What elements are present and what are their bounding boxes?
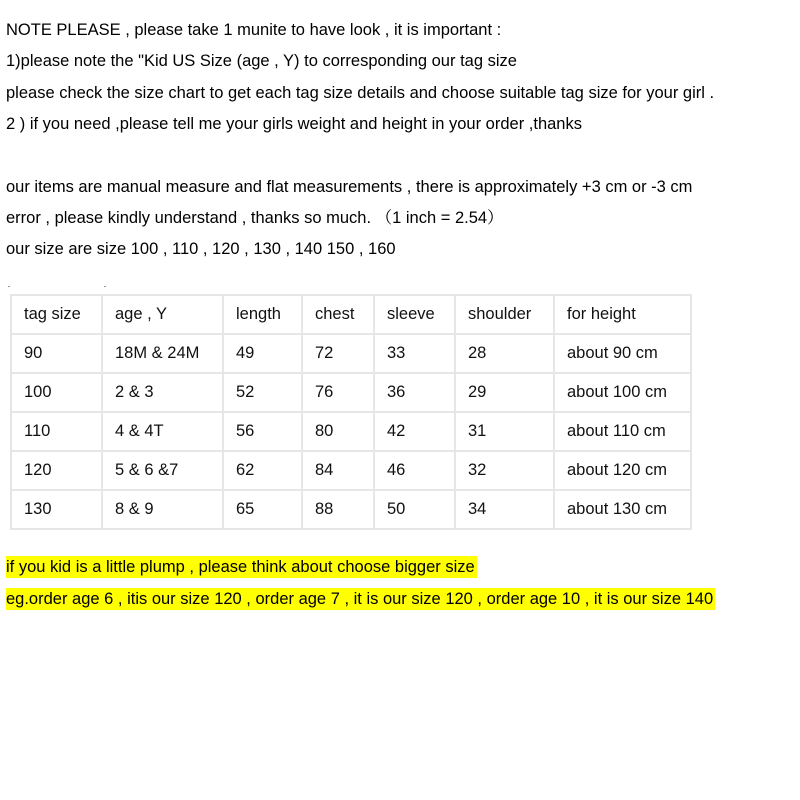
cell-for-height: about 110 cm — [554, 412, 691, 451]
cell-tag-size: 90 — [11, 334, 102, 373]
cell-age: 2 & 3 — [102, 373, 223, 412]
cell-sleeve: 50 — [374, 490, 455, 529]
cell-chest: 80 — [302, 412, 374, 451]
cell-age: 8 & 9 — [102, 490, 223, 529]
cell-sleeve: 46 — [374, 451, 455, 490]
cell-tag-size: 100 — [11, 373, 102, 412]
header-length: length — [223, 295, 302, 334]
cell-shoulder: 34 — [455, 490, 554, 529]
note-weight-height: 2 ) if you need ,please tell me your girls weight and height in your order ,thanks — [6, 115, 582, 133]
cell-shoulder: 29 — [455, 373, 554, 412]
table-header-row — [11, 295, 691, 334]
cell-shoulder: 31 — [455, 412, 554, 451]
table-row — [11, 412, 691, 451]
header-sleeve: sleeve — [374, 295, 455, 334]
cell-length: 52 — [223, 373, 302, 412]
cell-length: 49 — [223, 334, 302, 373]
cell-for-height: about 130 cm — [554, 490, 691, 529]
cell-shoulder: 28 — [455, 334, 554, 373]
note-error: error , please kindly understand , thanks so much. （1 inch = 2.54） — [6, 209, 504, 227]
cell-chest: 84 — [302, 451, 374, 490]
cell-for-height: about 120 cm — [554, 451, 691, 490]
cell-tag-size: 130 — [11, 490, 102, 529]
header-chest: chest — [302, 295, 374, 334]
cell-age: 18M & 24M — [102, 334, 223, 373]
cell-age: 5 & 6 &7 — [102, 451, 223, 490]
cell-sleeve: 42 — [374, 412, 455, 451]
note-heading: NOTE PLEASE , please take 1 munite to have look , it is important : — [6, 21, 502, 39]
cell-length: 56 — [223, 412, 302, 451]
table-row — [11, 334, 691, 373]
cell-length: 65 — [223, 490, 302, 529]
note-size-mapping: 1)please note the "Kid US Size (age , Y) to corresponding our tag size — [6, 52, 517, 70]
cell-for-height: about 100 cm — [554, 373, 691, 412]
table-row — [11, 373, 691, 412]
note-size-list: our size are size 100 , 110 , 120 , 130 , 140 150 , 160 — [6, 240, 396, 258]
plump-size-tip: if you kid is a little plump , please think about choose bigger size — [6, 558, 475, 576]
cell-age: 4 & 4T — [102, 412, 223, 451]
decorative-dot — [104, 286, 106, 287]
cell-sleeve: 36 — [374, 373, 455, 412]
cell-for-height: about 90 cm — [554, 334, 691, 373]
cell-chest: 76 — [302, 373, 374, 412]
cell-chest: 88 — [302, 490, 374, 529]
table-row — [11, 490, 691, 529]
cell-tag-size: 110 — [11, 412, 102, 451]
note-check-chart: please check the size chart to get each tag size details and choose suitable tag size for your girl . — [6, 84, 715, 102]
header-shoulder: shoulder — [455, 295, 554, 334]
decorative-dot — [8, 286, 10, 287]
size-chart-table — [10, 294, 692, 530]
cell-chest: 72 — [302, 334, 374, 373]
header-tag-size: tag size — [11, 295, 102, 334]
header-age: age , Y — [102, 295, 223, 334]
table-row — [11, 451, 691, 490]
size-example-tip: eg.order age 6 , itis our size 120 , order age 7 , it is our size 120 , order age 10 , it is our size 140 — [6, 590, 714, 608]
header-for-height: for height — [554, 295, 691, 334]
note-measurement: our items are manual measure and flat measurements , there is approximately +3 cm or -3 cm — [6, 178, 693, 196]
cell-tag-size: 120 — [11, 451, 102, 490]
cell-sleeve: 33 — [374, 334, 455, 373]
cell-length: 62 — [223, 451, 302, 490]
cell-shoulder: 32 — [455, 451, 554, 490]
